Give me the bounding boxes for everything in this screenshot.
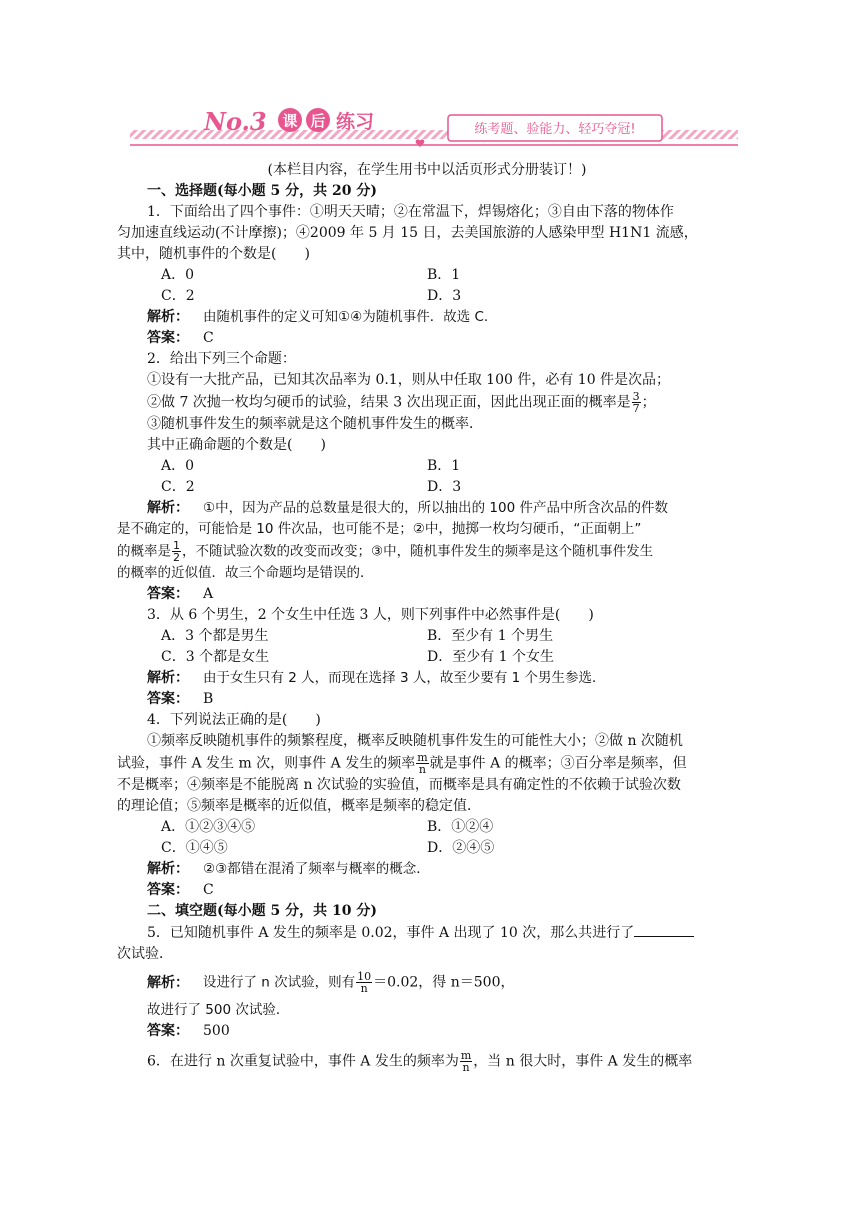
banner-number: No.3: [204, 107, 267, 136]
banner-slogan: 练考题、验能力、轻巧夺冠!: [474, 122, 636, 137]
q1-option-d: D．3: [427, 288, 462, 304]
frac-den: n: [360, 982, 368, 995]
frac-num: 10: [357, 970, 372, 983]
binding-note: (本栏目内容，在学生用书中以活页形式分册装订！): [267, 162, 587, 178]
q3-analysis-text: 由于女生只有 2 人，而现在选择 3 人，故至少要有 1 个男生参选．: [203, 670, 606, 686]
answer-label: 答案：: [147, 330, 189, 346]
q2-option-d: D．3: [427, 479, 462, 495]
q3-option-a: A．3 个都是男生: [161, 628, 269, 644]
q2-statement-2-text: ②做 7 次抛一枚均匀硬币的试验，结果 3 次出现正面，因此出现正面的概率是: [147, 394, 631, 411]
section-heading-choice: 一、选择题(每小题 5 分，共 20 分): [147, 183, 377, 199]
q2-option-b: B．1: [427, 458, 461, 474]
q6-stem-post: ，当 n 很大时，事件 A 发生的概率: [473, 1053, 693, 1070]
banner-title-rest: 练习: [336, 111, 375, 133]
q2-analysis-line-4: 的概率的近似值．故三个命题均是错误的．: [117, 565, 374, 581]
q2-statement-2-end: ；: [641, 394, 656, 411]
q5-answer-blank[interactable]: [634, 922, 694, 937]
q4-options-row-2: [117, 838, 737, 859]
q1-stem-line-1: 1．下面给出了四个事件：①明天天晴；②在常温下，焊锡熔化；③自由下落的物体作: [147, 204, 674, 220]
analysis-label: 解析：: [147, 500, 189, 516]
heart-icon: [416, 139, 425, 147]
analysis-label: 解析：: [147, 670, 189, 686]
q5-analysis-post: ＝0.02，得 n＝500，: [373, 974, 515, 991]
frac-num: 3: [632, 390, 640, 403]
answer-label: 答案：: [147, 586, 189, 602]
q1-stem-line-2: 匀加速直线运动(不计摩擦)；④2009 年 5 月 15 日，去美国旅游的人感染甲型 H1N1 流感，: [117, 225, 698, 241]
q2-analysis-text-1: ①中，因为产品的总数量是很大的，所以抽出的 100 件产品中所含次品的件数: [203, 500, 668, 516]
q4-text-line-1: ①频率反映随机事件的频繁程度，概率反映随机事件发生的可能性大小；②做 n 次随机: [147, 733, 683, 749]
q4-option-b: B．①②④: [427, 819, 494, 835]
fraction-3-7: [632, 391, 641, 414]
q2-statement-3: ③随机事件发生的频率就是这个随机事件发生的概率．: [147, 416, 483, 432]
q5-answer-value: 500: [203, 1023, 230, 1039]
fraction-m-n-q6: [460, 1050, 472, 1073]
q4-analysis: [117, 859, 737, 880]
q1-option-b: B．1: [427, 267, 461, 283]
q2-answer-value: A: [203, 586, 214, 602]
q5-answer: [117, 1021, 737, 1042]
q4-answer-value: C: [203, 882, 214, 898]
q2-analysis-3-pre: 的概率是: [117, 543, 171, 560]
q3-analysis: [117, 668, 737, 689]
q4-text-2-post: 就是事件 A 的概率；③百分率是频率，但: [429, 755, 687, 772]
q2-stem-line-5: 其中正确命题的个数是( ): [147, 437, 326, 453]
q1-options-row-2: [117, 286, 737, 307]
title-char-2: 后: [310, 112, 326, 130]
header-banner: [130, 100, 738, 158]
q4-text-line-3: 不是概率；④频率是不能脱离 n 次试验的实验值，而概率是具有确定性的不依赖于试验次数: [117, 777, 681, 793]
q3-answer-value: B: [203, 691, 214, 707]
fraction-m-n: [416, 752, 428, 775]
q1-option-c: C．2: [161, 288, 195, 304]
frac-den: 7: [632, 402, 640, 415]
q3-stem: 3．从 6 个男生，2 个女生中任选 3 人，则下列事件中必然事件是( ): [147, 607, 594, 623]
q4-stem: 4．下列说法正确的是( ): [147, 712, 321, 728]
q4-text-line-2: [117, 752, 737, 775]
q3-options-row-1: [117, 626, 737, 647]
analysis-label: 解析：: [147, 974, 189, 991]
frac-den: 2: [173, 551, 180, 564]
title-char-1: 课: [282, 112, 298, 130]
q4-analysis-text: ②③都错在混淆了频率与概率的概念．: [203, 861, 430, 877]
q4-options-row-1: [117, 817, 737, 838]
q2-analysis-3-post: ，不随试验次数的改变而改变；③中，随机事件发生的频率是这个随机事件发生: [182, 543, 654, 560]
fraction-10-n: [356, 971, 372, 994]
q4-option-a: A．①②③④⑤: [161, 819, 256, 835]
banner-graphic: [130, 100, 738, 158]
q2-analysis-line-3: [117, 540, 737, 563]
q2-analysis-line-1: [117, 498, 737, 519]
q1-answer-value: C: [203, 330, 214, 346]
answer-label: 答案：: [147, 1023, 189, 1039]
q2-answer: [117, 584, 737, 605]
q2-statement-1: ①设有一大批产品，已知其次品率为 0.1，则从中任取 100 件，必有 10 件是次品；: [147, 372, 671, 388]
q1-option-a: A．0: [161, 267, 195, 283]
analysis-label: 解析：: [147, 861, 189, 877]
analysis-label: 解析：: [147, 309, 189, 325]
q5-analysis-line-1: [117, 971, 737, 994]
q4-option-c: C．①④⑤: [161, 840, 228, 856]
q2-options-row-2: [117, 477, 737, 498]
q1-analysis: [117, 307, 737, 328]
answer-label: 答案：: [147, 691, 189, 707]
q3-option-d: D．至少有 1 个女生: [427, 649, 555, 665]
answer-label: 答案：: [147, 882, 189, 898]
q5-analysis-pre: 设进行了 n 次试验，则有: [203, 974, 356, 991]
q2-analysis-line-2: 是不确定的，可能恰是 10 件次品，也可能不是；②中，抛掷一枚均匀硬币，“正面朝上”: [117, 521, 642, 537]
frac-den: n: [418, 763, 426, 776]
q4-answer: [117, 880, 737, 901]
q1-stem-line-3: 其中，随机事件的个数是( ): [117, 246, 310, 262]
q3-options-row-2: [117, 647, 737, 668]
q2-option-a: A．0: [161, 458, 195, 474]
frac-num: m: [460, 1049, 472, 1062]
q4-text-2-pre: 试验，事件 A 发生 m 次，则事件 A 发生的频率: [117, 755, 416, 772]
frac-num: m: [417, 751, 428, 764]
q2-stem-line-1: 2．给出下列三个命题：: [147, 351, 296, 367]
q2-options-row-1: [117, 456, 737, 477]
frac-den: n: [462, 1061, 470, 1074]
q1-answer: [117, 328, 737, 349]
worksheet-body: [117, 160, 737, 1073]
frac-num: 1: [173, 539, 180, 552]
q4-option-d: D．②④⑤: [427, 840, 495, 856]
q3-option-c: C．3 个都是女生: [161, 649, 270, 665]
q1-analysis-text: 由随机事件的定义可知①④为随机事件．故选 C.: [203, 309, 489, 325]
q2-statement-2: [117, 391, 737, 414]
q5-stem-text: 5．已知随机事件 A 发生的频率是 0.02，事件 A 出现了 10 次，那么共进行了: [147, 925, 635, 941]
q3-answer: [117, 689, 737, 710]
q6-stem-pre: 6．在进行 n 次重复试验中，事件 A 发生的频率为: [147, 1053, 459, 1070]
fraction-1-2: [172, 540, 181, 563]
q5-analysis-line-2: 故进行了 500 次试验．: [147, 1002, 290, 1018]
q3-option-b: B．至少有 1 个男生: [427, 628, 554, 644]
section-heading-fill: 二、填空题(每小题 5 分，共 10 分): [147, 903, 377, 919]
q1-options-row-1: [117, 265, 737, 286]
q6-stem-line-1: [117, 1050, 737, 1073]
q2-option-c: C．2: [161, 479, 195, 495]
q5-stem-line-2: 次试验．: [117, 946, 173, 962]
q4-text-line-4: 的理论值；⑤频率是概率的近似值，概率是频率的稳定值．: [117, 798, 481, 814]
q5-stem-line-1: [117, 922, 737, 944]
